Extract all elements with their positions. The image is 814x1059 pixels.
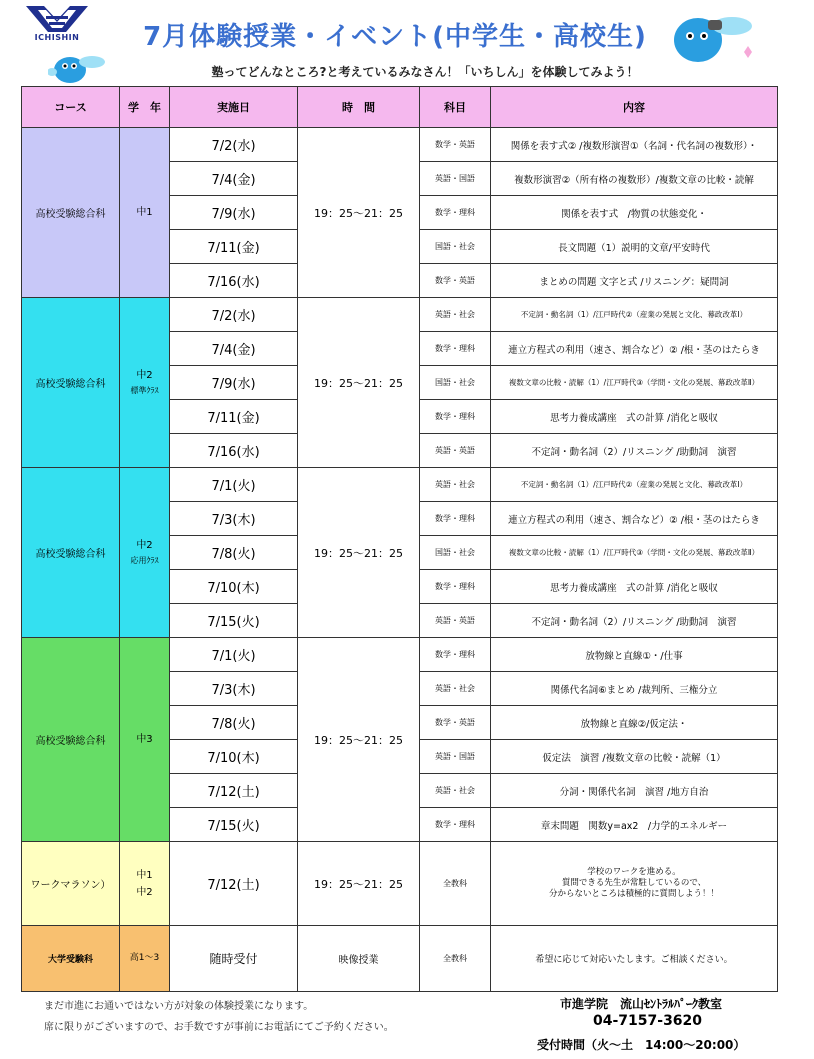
phone-number: 04-7157-3620 [593,1013,703,1029]
grade-cell: 中1 [120,128,170,298]
content-cell: 思考力養成講座 式の計算 /消化と吸収 [491,400,778,434]
page-title: 7月体験授業・イベント(中学生・高校生) [143,22,647,52]
reception-hours: 受付時間（火～土 14:00～20:00） [537,1038,746,1052]
date-cell: 7/4(金) [170,332,298,366]
footnote-reservation: 席に限りがございますので、お手数ですが事前にお電話にてご予約ください。 [44,1022,394,1033]
course-cell: 大学受験科 [22,926,120,992]
course-cell: 高校受験総合科 [22,468,120,638]
grade-line: 中1 [136,869,153,881]
school-name: 市進学院 流山ｾﾝﾄﾗﾙﾊﾟｰｸ教室 [560,997,723,1011]
subject-cell: 英語・英語 [420,434,491,468]
time-cell: 19：25～21：25 [298,468,420,638]
content-cell: 複数文章の比較・読解（1）/江戸時代③（学問・文化の発展、幕政改革Ⅱ） [491,366,778,400]
content-cell: 関係を表す式 /物質の状態変化・ [491,196,778,230]
subject-cell: 英語・国語 [420,162,491,196]
content-cell: 分詞・関係代名詞 演習 /地方自治 [491,774,778,808]
header-subject: 科目 [420,87,491,128]
date-cell: 7/11(金) [170,230,298,264]
header-grade: 学 年 [120,87,170,128]
grade-cell [120,842,170,926]
subject-cell: 英語・英語 [420,604,491,638]
subject-cell: 数学・英語 [420,128,491,162]
subject-cell: 英語・社会 [420,672,491,706]
content-cell: 不定詞・動名詞（1）/江戸時代②（産業の発展と文化、幕政改革Ⅰ） [491,468,778,502]
content-cell: 連立方程式の利用（速さ、割合など）② /根・茎のはたらき [491,502,778,536]
table-row [22,128,778,162]
content-cell: 不定詞・動名詞（2）/リスニング /助動詞 演習 [491,434,778,468]
time-cell: 19：25～21：25 [298,638,420,842]
subject-cell: 数学・英語 [420,706,491,740]
course-cell: 高校受験総合科 [22,638,120,842]
course-cell: 高校受験総合科 [22,298,120,468]
content-line: 分からないところは積極的に質問しよう！！ [548,889,719,900]
date-cell: 7/16(水) [170,434,298,468]
grade-line: 中2 [136,886,153,898]
date-cell: 7/12(土) [170,842,298,926]
date-cell: 7/12(土) [170,774,298,808]
grade-cell: 高1～3 [120,926,170,992]
content-cell: 関係代名詞⑥まとめ /裁判所、三権分立 [491,672,778,706]
content-cell: 不定詞・動名詞（2）/リスニング /助動詞 演習 [491,604,778,638]
date-cell: 7/16(水) [170,264,298,298]
subject-cell: 英語・社会 [420,774,491,808]
footnote-target: まだ市進にお通いではない方が対象の体験授業になります。 [44,1001,314,1012]
grade-cell [120,298,170,468]
subject-cell: 数学・理科 [420,502,491,536]
date-cell: 7/15(火) [170,808,298,842]
grade-cell [120,468,170,638]
date-cell: 7/2(水) [170,298,298,332]
time-cell: 19：25～21：25 [298,298,420,468]
mascot-icon [48,50,108,90]
header-course: コース [22,87,120,128]
subject-cell: 全教科 [420,926,491,992]
content-cell: 長文問題（1）説明的文章/平安時代 [491,230,778,264]
time-cell: 19：25～21：25 [298,128,420,298]
date-cell: 随時受付 [170,926,298,992]
subject-cell: 数学・理科 [420,570,491,604]
date-cell: 7/8(火) [170,706,298,740]
content-cell: 章末問題 関数y=ax2 /力学的エネルギー [491,808,778,842]
date-cell: 7/11(金) [170,400,298,434]
subject-cell: 英語・社会 [420,298,491,332]
header-content: 内容 [491,87,778,128]
date-cell: 7/2(水) [170,128,298,162]
content-cell: 思考力養成講座 式の計算 /消化と吸収 [491,570,778,604]
date-cell: 7/10(木) [170,740,298,774]
table-header-row [22,87,778,128]
content-cell: 複数文章の比較・読解（1）/江戸時代③（学問・文化の発展、幕政改革Ⅱ） [491,536,778,570]
table-row [22,298,778,332]
header-date: 実施日 [170,87,298,128]
subject-cell: 国語・社会 [420,230,491,264]
subject-cell: 数学・理科 [420,638,491,672]
table-row [22,926,778,992]
date-cell: 7/4(金) [170,162,298,196]
header-time: 時 間 [298,87,420,128]
page-subtitle: 塾ってどんなところ?と考えているみなさん！「いちしん」を体験してみよう！ [211,65,639,79]
date-cell: 7/1(火) [170,638,298,672]
content-cell [491,842,778,926]
logo-text: ICHISHIN [34,33,80,42]
table-row [22,842,778,926]
time-cell: 映像授業 [298,926,420,992]
subject-cell: 数学・理科 [420,808,491,842]
content-line: 質問できる先生が常駐しているので、 [561,877,707,888]
date-cell: 7/15(火) [170,604,298,638]
date-cell: 7/3(木) [170,672,298,706]
table-row [22,638,778,672]
content-cell: 不定詞・動名詞（1）/江戸時代②（産業の発展と文化、幕政改革Ⅰ） [491,298,778,332]
date-cell: 7/9(水) [170,366,298,400]
time-cell: 19：25～21：25 [298,842,420,926]
date-cell: 7/1(火) [170,468,298,502]
date-cell: 7/3(木) [170,502,298,536]
content-cell: 希望に応じて対応いたします。ご相談ください。 [491,926,778,992]
grade-class-line: 応用ｸﾗｽ [130,556,159,566]
content-cell: 関係を表す式② /複数形演習①（名詞・代名詞の複数形）・ [491,128,778,162]
subject-cell: 数学・理科 [420,332,491,366]
subject-cell: 国語・社会 [420,366,491,400]
subject-cell: 英語・国語 [420,740,491,774]
content-cell: 仮定法 演習 /複数文章の比較・読解（1） [491,740,778,774]
date-cell: 7/8(火) [170,536,298,570]
subject-cell: 英語・社会 [420,468,491,502]
course-cell: ワークマラソン） [22,842,120,926]
schedule-table [21,86,778,992]
grade-cell: 中3 [120,638,170,842]
subject-cell: 数学・理科 [420,196,491,230]
subject-cell: 数学・理科 [420,400,491,434]
subject-cell: 国語・社会 [420,536,491,570]
content-line: 学校のワークを進める。 [587,866,681,877]
content-cell: 複数形演習②（所有格の複数形）/複数文章の比較・読解 [491,162,778,196]
content-cell: まとめの問題 文字と式 /リスニング：疑問詞 [491,264,778,298]
date-cell: 7/10(木) [170,570,298,604]
course-cell: 高校受験総合科 [22,128,120,298]
content-cell: 放物線と直線②/仮定法・ [491,706,778,740]
date-cell: 7/9(水) [170,196,298,230]
subject-cell: 数学・英語 [420,264,491,298]
table-row [22,468,778,502]
grade-class-line: 標準ｸﾗｽ [130,386,159,396]
content-cell: 放物線と直線①・/仕事 [491,638,778,672]
grade-line: 中2 [136,370,153,382]
content-cell: 連立方程式の利用（速さ、割合など）② /根・茎のはたらき [491,332,778,366]
grade-line: 中2 [136,540,153,552]
subject-cell: 全教科 [420,842,491,926]
